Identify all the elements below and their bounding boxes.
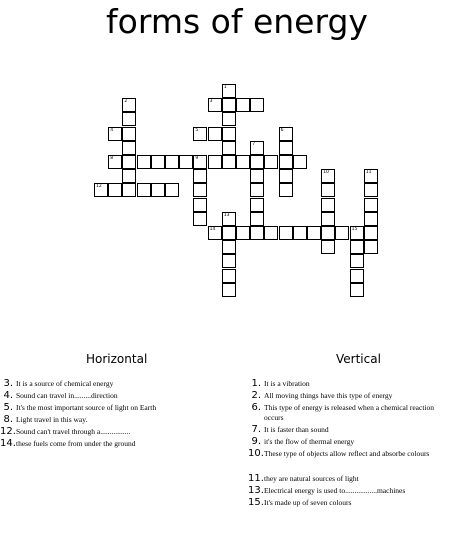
crossword-cell[interactable] bbox=[250, 198, 264, 212]
crossword-cell[interactable] bbox=[279, 169, 293, 183]
clue-down-10 bbox=[248, 445, 429, 460]
cell-number: 12 bbox=[96, 184, 102, 190]
crossword-cell[interactable] bbox=[279, 183, 293, 197]
crossword-cell[interactable] bbox=[364, 240, 378, 254]
crossword-cell[interactable] bbox=[293, 226, 307, 240]
crossword-cell[interactable] bbox=[222, 127, 236, 141]
clue-number: 10. bbox=[248, 448, 264, 459]
crossword-cell[interactable] bbox=[108, 155, 122, 169]
cell-number: 7 bbox=[252, 141, 256, 147]
crossword-cell[interactable] bbox=[364, 198, 378, 212]
crossword-cell[interactable] bbox=[307, 226, 321, 240]
cell-number: 3 bbox=[209, 99, 213, 105]
crossword-cell[interactable] bbox=[321, 183, 335, 197]
crossword-cell[interactable] bbox=[293, 155, 307, 169]
clue-text: This type of energy is released when a chemical reaction bbox=[264, 403, 434, 412]
crossword-cell[interactable] bbox=[208, 226, 222, 240]
clue-number: 7. bbox=[251, 424, 261, 435]
crossword-cell[interactable] bbox=[222, 141, 236, 155]
cell-number: 5 bbox=[195, 127, 199, 133]
crossword-cell[interactable] bbox=[193, 169, 207, 183]
crossword-cell[interactable] bbox=[151, 183, 165, 197]
crossword-cell[interactable] bbox=[122, 155, 136, 169]
crossword-cell[interactable] bbox=[122, 112, 136, 126]
clue-text: It's the most important source of light on Earth bbox=[16, 403, 157, 412]
crossword-cell[interactable] bbox=[321, 226, 335, 240]
cell-number: 8 bbox=[110, 156, 114, 161]
crossword-cell[interactable] bbox=[222, 240, 236, 254]
clue-text: they are natural sources of light bbox=[264, 474, 359, 483]
clue-number: 13. bbox=[248, 485, 264, 496]
crossword-cell[interactable] bbox=[364, 226, 378, 240]
clue-number: 14. bbox=[0, 438, 16, 449]
clue-number: 5. bbox=[3, 402, 13, 413]
crossword-cell[interactable] bbox=[108, 183, 122, 197]
cell-number: 11 bbox=[365, 170, 372, 176]
crossword-cell[interactable] bbox=[222, 269, 236, 283]
crossword-cell[interactable] bbox=[208, 155, 222, 169]
crossword-cell[interactable] bbox=[137, 155, 151, 169]
crossword-cell[interactable] bbox=[250, 98, 264, 112]
crossword-cell[interactable] bbox=[321, 212, 335, 226]
cell-number: 13 bbox=[223, 212, 230, 218]
crossword-cell[interactable] bbox=[250, 212, 264, 226]
clue-text: Sound can't travel through a................ bbox=[16, 427, 131, 436]
horizontal-heading: Horizontal bbox=[86, 352, 148, 366]
cell-number: 14 bbox=[209, 227, 216, 232]
crossword-cell[interactable] bbox=[222, 112, 236, 126]
clue-number: 2. bbox=[251, 390, 261, 401]
crossword-cell[interactable] bbox=[122, 98, 136, 112]
clue-number: 8. bbox=[3, 414, 13, 425]
clue-number: 15. bbox=[248, 497, 264, 508]
crossword-cell[interactable] bbox=[122, 169, 136, 183]
crossword-cell[interactable] bbox=[279, 226, 293, 240]
crossword-cell[interactable] bbox=[179, 155, 193, 169]
crossword-cell[interactable] bbox=[350, 283, 364, 297]
crossword-cell[interactable] bbox=[335, 226, 349, 240]
crossword-cell[interactable] bbox=[222, 283, 236, 297]
clue-text: Sound can travel in.........direction bbox=[16, 391, 118, 400]
clue-text: It is faster than sound bbox=[264, 425, 329, 434]
crossword-cell[interactable] bbox=[364, 183, 378, 197]
crossword-cell[interactable] bbox=[350, 269, 364, 283]
clue-number: 6. bbox=[251, 402, 261, 413]
crossword-cell[interactable] bbox=[321, 240, 335, 254]
crossword-cell[interactable] bbox=[250, 155, 264, 169]
crossword-cell[interactable] bbox=[250, 183, 264, 197]
clue-down-15 bbox=[248, 494, 351, 509]
crossword-cell[interactable] bbox=[222, 212, 236, 226]
cell-number: 15 bbox=[351, 227, 358, 232]
cell-number: 6 bbox=[280, 127, 284, 133]
crossword-cell[interactable] bbox=[250, 226, 264, 240]
clue-number: 4. bbox=[3, 390, 13, 401]
crossword-cell[interactable] bbox=[364, 169, 378, 183]
clue-text: These type of objects allow reflect and absorbe colours bbox=[264, 449, 430, 458]
crossword-cell[interactable] bbox=[193, 155, 207, 169]
clue-text: It is a source of chemical energy bbox=[16, 379, 114, 388]
crossword-cell[interactable] bbox=[222, 254, 236, 268]
cell-number: 4 bbox=[110, 127, 114, 133]
crossword-cell[interactable] bbox=[222, 226, 236, 240]
clue-text-continued: occurs bbox=[264, 413, 284, 422]
clue-text: Electrical energy is used to.................machines bbox=[264, 486, 406, 495]
clue-down-6 bbox=[248, 399, 434, 422]
crossword-cell[interactable] bbox=[364, 212, 378, 226]
crossword-cell[interactable] bbox=[122, 141, 136, 155]
crossword-cell[interactable] bbox=[250, 169, 264, 183]
crossword-cell[interactable] bbox=[193, 212, 207, 226]
crossword-cell[interactable] bbox=[151, 155, 165, 169]
crossword-cell[interactable] bbox=[321, 169, 335, 183]
clue-text: It's made up of seven colours bbox=[264, 498, 352, 507]
crossword-cell[interactable] bbox=[236, 226, 250, 240]
cell-number: 1 bbox=[223, 85, 227, 90]
clue-number: 3. bbox=[3, 378, 13, 389]
crossword-cell[interactable] bbox=[264, 226, 278, 240]
crossword-cell[interactable] bbox=[236, 98, 250, 112]
cell-number: 10 bbox=[323, 170, 329, 176]
crossword-cell[interactable] bbox=[165, 183, 179, 197]
crossword-cell[interactable] bbox=[193, 198, 207, 212]
crossword-cell[interactable] bbox=[236, 155, 250, 169]
crossword-cell[interactable] bbox=[208, 98, 222, 112]
cell-number: 2 bbox=[124, 99, 128, 105]
crossword-cell[interactable] bbox=[350, 226, 364, 240]
crossword-cell[interactable] bbox=[122, 183, 136, 197]
crossword-cell[interactable] bbox=[264, 155, 278, 169]
crossword-cell[interactable] bbox=[279, 141, 293, 155]
clue-number: 11. bbox=[248, 473, 264, 484]
crossword-cell[interactable] bbox=[193, 183, 207, 197]
crossword-cell[interactable] bbox=[94, 183, 108, 197]
cell-number: 9 bbox=[195, 156, 199, 161]
crossword-cell[interactable] bbox=[250, 141, 264, 155]
crossword-cell[interactable] bbox=[350, 240, 364, 254]
crossword-cell[interactable] bbox=[222, 84, 236, 98]
crossword-cell[interactable] bbox=[222, 155, 236, 169]
puzzle-title: forms of energy bbox=[106, 2, 368, 41]
crossword-cell[interactable] bbox=[321, 198, 335, 212]
clue-number: 12. bbox=[0, 426, 16, 437]
crossword-cell[interactable] bbox=[122, 127, 136, 141]
clue-text: it's the flow of thermal energy bbox=[264, 437, 355, 446]
crossword-cell[interactable] bbox=[208, 127, 222, 141]
crossword-cell[interactable] bbox=[137, 183, 151, 197]
clue-number: 1. bbox=[251, 378, 261, 389]
crossword-cell[interactable] bbox=[108, 127, 122, 141]
clue-across-14 bbox=[0, 435, 136, 450]
crossword-cell[interactable] bbox=[193, 127, 207, 141]
crossword-cell[interactable] bbox=[350, 254, 364, 268]
crossword-cell[interactable] bbox=[279, 127, 293, 141]
crossword-cell[interactable] bbox=[279, 155, 293, 169]
crossword-cell[interactable] bbox=[165, 155, 179, 169]
clue-number: 9. bbox=[251, 436, 261, 447]
crossword-cell[interactable] bbox=[222, 98, 236, 112]
clue-text: Light travel in this way. bbox=[16, 415, 88, 424]
vertical-heading: Vertical bbox=[336, 352, 381, 366]
clue-text: It is a vibration bbox=[264, 379, 310, 388]
clue-text: these fuels come from under the ground bbox=[16, 439, 136, 448]
clue-text: All moving things have this type of energy bbox=[264, 391, 393, 400]
